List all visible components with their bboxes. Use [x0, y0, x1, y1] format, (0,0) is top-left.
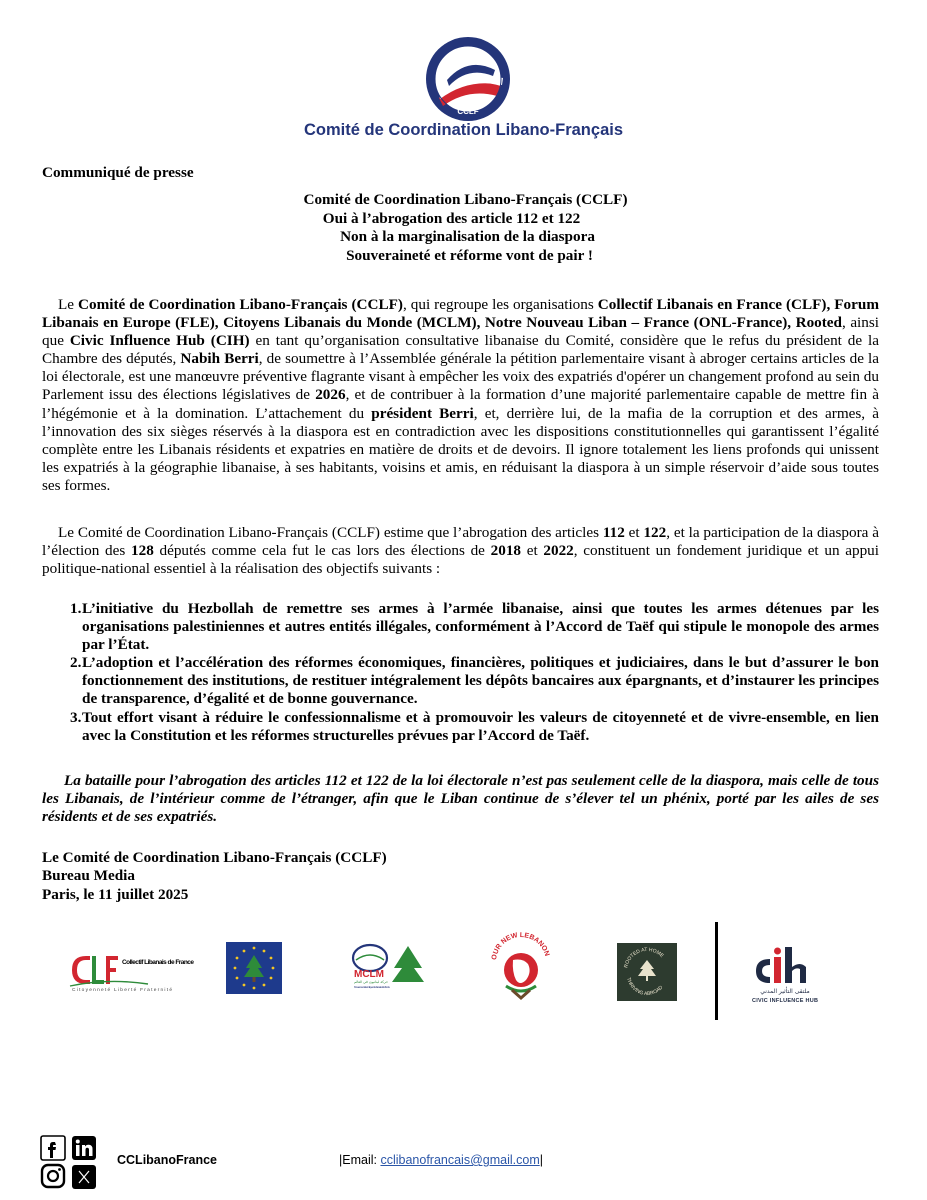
logo-divider [715, 922, 718, 1020]
p1-text: en tant qu’organisation consultative libanaise du Comité, considère que le refus du président de la Chambre des députés, [42, 332, 879, 368]
facebook-icon[interactable] [41, 1136, 65, 1160]
p1-bold: Comité de Coordination Libano-Français (CCLF) [78, 296, 403, 313]
p2-bold: 122 [643, 524, 667, 541]
x-icon[interactable] [72, 1165, 96, 1189]
onl-text: OUR NEW LEBANON [491, 932, 551, 961]
p2-text: et [624, 524, 644, 541]
paragraph-2 [42, 524, 879, 578]
instagram-icon[interactable] [42, 1165, 64, 1187]
list-number: 1. [70, 600, 82, 617]
p2-bold: 2022 [543, 542, 574, 560]
p1-text: , ainsi que [42, 314, 879, 350]
p1-text: , et de contribuer à la formation d’une majorité parlementaire capable de mettre fin à l’hégémonie et à la domination. L’attachement du [42, 386, 879, 422]
press-title [0, 191, 927, 265]
cih-logo [748, 945, 822, 1007]
signature-line-1: Le Comité de Coordination Libano-Français (CCLF) [42, 849, 387, 866]
objectives-list [62, 600, 879, 745]
p1-text: Le [58, 296, 79, 313]
title-line-1: Comité de Coordination Libano-Français (CCLF) [303, 191, 628, 208]
conclusion-paragraph [42, 772, 879, 826]
mclm-arabic: حركة لبنانيون في العالم [354, 980, 388, 984]
mclm-sub: Mouvement des Citoyens Libanais du Monde [354, 985, 390, 989]
p2-bold: 112 [602, 524, 625, 541]
title-line-2: Oui à l’abrogation des article 112 et 122 [322, 209, 581, 227]
p1-text: , de soumettre à l’Assemblée générale la pétition parlementaire visant à abroger certains articles de la loi électorale, est une manœuvre préventive flagrante visant à empêcher les voix des expatriés d'opérer un changement profond au sein du Parlement issu des élections législatives de [42, 350, 880, 404]
rooted-logo [617, 943, 677, 1001]
conclusion-text: La bataille pour l’abrogation des articles 112 et 122 de la loi électorale n’est pas seulement celle de la diaspora, mais celle de tous les Libanais, de l’intérieur comme de l’étranger, afin que le Liban continue de s’élever tel un phénix, porté par les ailes de ses résidents et de ses expatriés. [42, 772, 879, 826]
p1-bold: 2026 [315, 386, 346, 404]
logo-abbrev-text: CCLF [457, 107, 479, 116]
clf-logo [68, 950, 198, 992]
list-item [62, 709, 879, 745]
mclm-logo [350, 942, 426, 990]
p1-bold: Civic Influence Hub (CIH) [69, 332, 250, 350]
clf-motto: Citoyenneté Liberté Fraternité [72, 988, 172, 992]
list-number: 3. [70, 708, 82, 726]
list-text: L’adoption et l’accélération des réformes économiques, financières, politiques et judiciaires, dans le but d’assurer le bon fonctionnement des institutions, de restituer intégralement les dépôts bancaires aux épargnants, et d’instaurer les principes de transparence, d’égalité et de bonne gouvernance. [82, 654, 879, 708]
signature-line-3: Paris, le 11 juillet 2025 [42, 885, 189, 903]
footer-email [339, 1153, 543, 1167]
onl-logo [488, 932, 554, 1004]
list-item [62, 654, 879, 708]
p1-bold: Nabih Berri [180, 350, 259, 368]
org-name: Comité de Coordination Libano-Français [303, 121, 624, 139]
clf-name: Collectif Libanais de France [122, 959, 194, 966]
rooted-bottom-text: THRIVING ABROAD [625, 977, 665, 998]
p1-bold: Collectif Libanais en France (CLF), Forum Libanais en Europe (FLE), Citoyens Libanais du Monde (MCLM), Notre Nouveau Liban – France (ONL-France), Rooted [42, 296, 879, 332]
title-line-4: Souveraineté et réforme vont de pair ! [346, 246, 593, 264]
signature-block [42, 849, 387, 904]
p1-text: , et, derrière lui, de la mafia de la corruption et des armes, à l’innovation des six sièges réservés à la diaspora est en contradiction avec les dispositions constitutionnelles qui garantissent l’égalité complète entre les Libanais résidents et expatries en matière de droits et de devoirs. Il ignore totalement les liens profonds qui unissent les expatriés à la géographie libanaise, à ses habitants, voisins et amis, en réduisant la diaspora à un simple réservoir d’aide sous toutes ses formes. [42, 404, 880, 494]
email-end: | [539, 1153, 543, 1167]
email-label: |Email: [339, 1153, 381, 1167]
signature-line-2: Bureau Media [42, 867, 135, 885]
p2-bold: 2018 [490, 542, 522, 560]
cih-arabic: ملتقى التأثير المدني [760, 988, 810, 995]
p1-bold: président Berri [371, 404, 474, 422]
list-item [62, 600, 879, 654]
cclf-logo [425, 36, 511, 122]
fle-logo [226, 942, 282, 994]
p2-text: , constituent un fondement juridique et un appui politique-national essentiel à la réalisation des objectifs suivants : [42, 542, 879, 578]
doc-type-label: Communiqué de presse [42, 164, 194, 181]
p2-text: , et la participation de la diaspora à l’élection des [42, 524, 879, 560]
rooted-top-text: ROOTED AT HOME [623, 946, 665, 969]
list-text: L’initiative du Hezbollah de remettre ses armes à l’armée libanaise, ainsi que toutes les armes détenues par les organisations palestiniennes et autres entités illégales, conformément à l’Accord de Taëf qui stipule le monopole des armes par l’État. [82, 600, 879, 654]
title-line-3: Non à la marginalisation de la diaspora [340, 228, 595, 245]
list-text: Tout effort visant à réduire le confessionnalisme et à promouvoir les valeurs de citoyenneté et de vivre-ensemble, en lien avec la Constitution et les réformes structurelles prévues par l’Accord de Taëf. [82, 708, 879, 744]
paragraph-1 [42, 296, 879, 495]
email-link[interactable]: cclibanofrancais@gmail.com [380, 1153, 540, 1167]
p2-text: et [521, 542, 544, 560]
cih-text: CIVIC INFLUENCE HUB [752, 998, 818, 1004]
footer-handle: CCLibanoFrance [117, 1153, 218, 1167]
p2-text: députés comme cela fut le cas lors des élections de [153, 542, 491, 560]
p1-text: , qui regroupe les organisations [402, 296, 598, 313]
social-icons [40, 1135, 100, 1191]
p2-text: Le Comité de Coordination Libano-Français (CCLF) estime que l’abrogation des articles [58, 524, 603, 541]
mclm-abbrev: MCLM [354, 969, 384, 980]
p2-bold: 128 [131, 542, 154, 560]
linkedin-icon[interactable] [72, 1136, 96, 1160]
list-number: 2. [70, 654, 82, 672]
